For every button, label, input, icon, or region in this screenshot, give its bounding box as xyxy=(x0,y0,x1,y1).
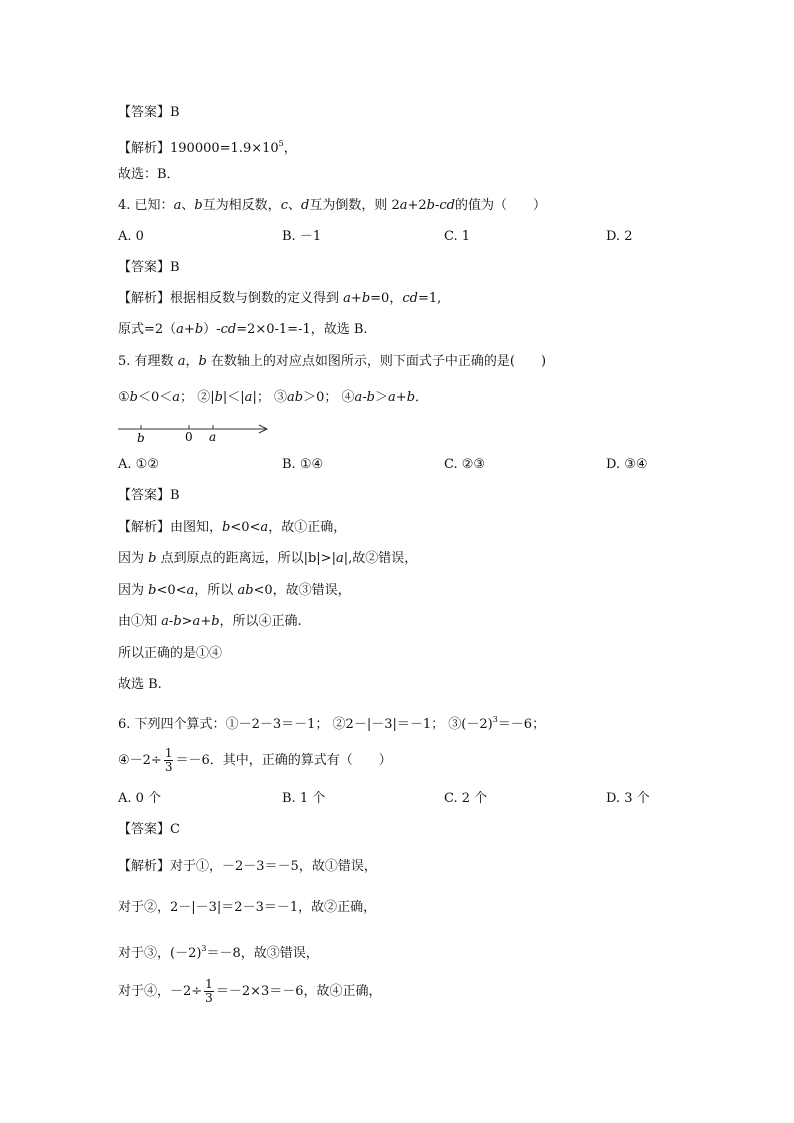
q6-option-a: A. 0 个 xyxy=(118,791,162,806)
q4-option-a: A. 0 xyxy=(118,229,144,244)
question-6-stem-1: 6. 下列四个算式：①－2－3＝－1； ②2－|－3|＝－1； $③(-2)^3=-6$； xyxy=(118,715,546,732)
q4-option-c: C. 1 xyxy=(444,229,471,244)
fraction-one-third-2: $\frac{1}{3}$ xyxy=(205,977,213,1005)
q5-analysis-3: 因为 b<0<a，所以 ab<0，故③错误， xyxy=(118,583,351,598)
q5-option-a: A. ①② xyxy=(118,457,159,472)
q4-analysis-1: 【解析】根据相反数与倒数的定义得到 a+b=0，cd=1, xyxy=(118,291,442,306)
q5-statements: ①b＜0＜a； ②|b|＜|a|； ③ab＞0； ④a-b＞a+b． xyxy=(118,390,429,405)
question-5-stem: 5. 有理数 a，b 在数轴上的对应点如图所示，则下面式子中正确的是( ) xyxy=(118,354,547,369)
q6-option-b: B. 1 个 xyxy=(282,791,326,806)
prev-analysis: 【解析】$190000=1.9\times 10^5$， xyxy=(118,139,297,156)
q5-analysis-2: 因为 b 点到原点的距离远，所以|b|>|a|,故②错误， xyxy=(118,551,418,566)
label-b: b xyxy=(137,431,145,445)
q6-option-c: C. 2 个 xyxy=(444,791,488,806)
q5-analysis-1: 【解析】由图知，b<0<a，故①正确， xyxy=(118,520,347,535)
q4-option-b: B. －1 xyxy=(282,229,322,244)
q5-option-b: B. ①④ xyxy=(282,457,324,472)
q6-answer: 【答案】C xyxy=(118,822,180,837)
fraction-one-third: $\frac{1}{3}$ xyxy=(164,746,173,774)
q5-analysis-6: 故选 B. xyxy=(118,677,162,692)
q4-analysis-2: 原式=2（a+b）-cd=2×0-1=-1，故选 B. xyxy=(118,322,368,337)
q5-option-d: D. ③④ xyxy=(606,457,648,472)
prev-conclusion: 故选：B． xyxy=(118,167,180,182)
q6-analysis-2: 对于②，2－|－3|＝2－3＝－1，故②正确， xyxy=(118,900,377,915)
q5-analysis-5: 所以正确的是①④ xyxy=(118,646,223,661)
question-6-stem-2: ④－2÷ $\frac{1}{3}$ ＝－6．其中，正确的算式有（ ） xyxy=(118,746,392,774)
question-4-stem: 4. 已知：a、b互为相反数，c、d互为倒数，则 2a+2b-cd的值为（ ） xyxy=(118,198,547,213)
q4-option-d: D. 2 xyxy=(606,229,633,244)
q6-option-d: D. 3 个 xyxy=(606,791,650,806)
q5-option-c: C. ②③ xyxy=(444,457,486,472)
q5-answer: 【答案】B xyxy=(118,488,180,503)
q6-analysis-1: 【解析】对于①，－2－3＝－5，故①错误， xyxy=(118,859,377,874)
q4-answer: 【答案】B xyxy=(118,260,180,275)
label-a: a xyxy=(209,430,217,444)
prev-answer: 【答案】B xyxy=(118,105,180,120)
label-0: 0 xyxy=(185,430,193,444)
q6-analysis-4: 对于④，－2÷ $\frac{1}{3}$ ＝－2×3＝－6，故④正确， xyxy=(118,977,382,1005)
q6-analysis-3: 对于③，$(-2)^3=-8$，故③错误， xyxy=(118,944,319,961)
number-line xyxy=(116,420,276,446)
q5-analysis-4: 由①知 a-b>a+b，所以④正确. xyxy=(118,614,302,629)
